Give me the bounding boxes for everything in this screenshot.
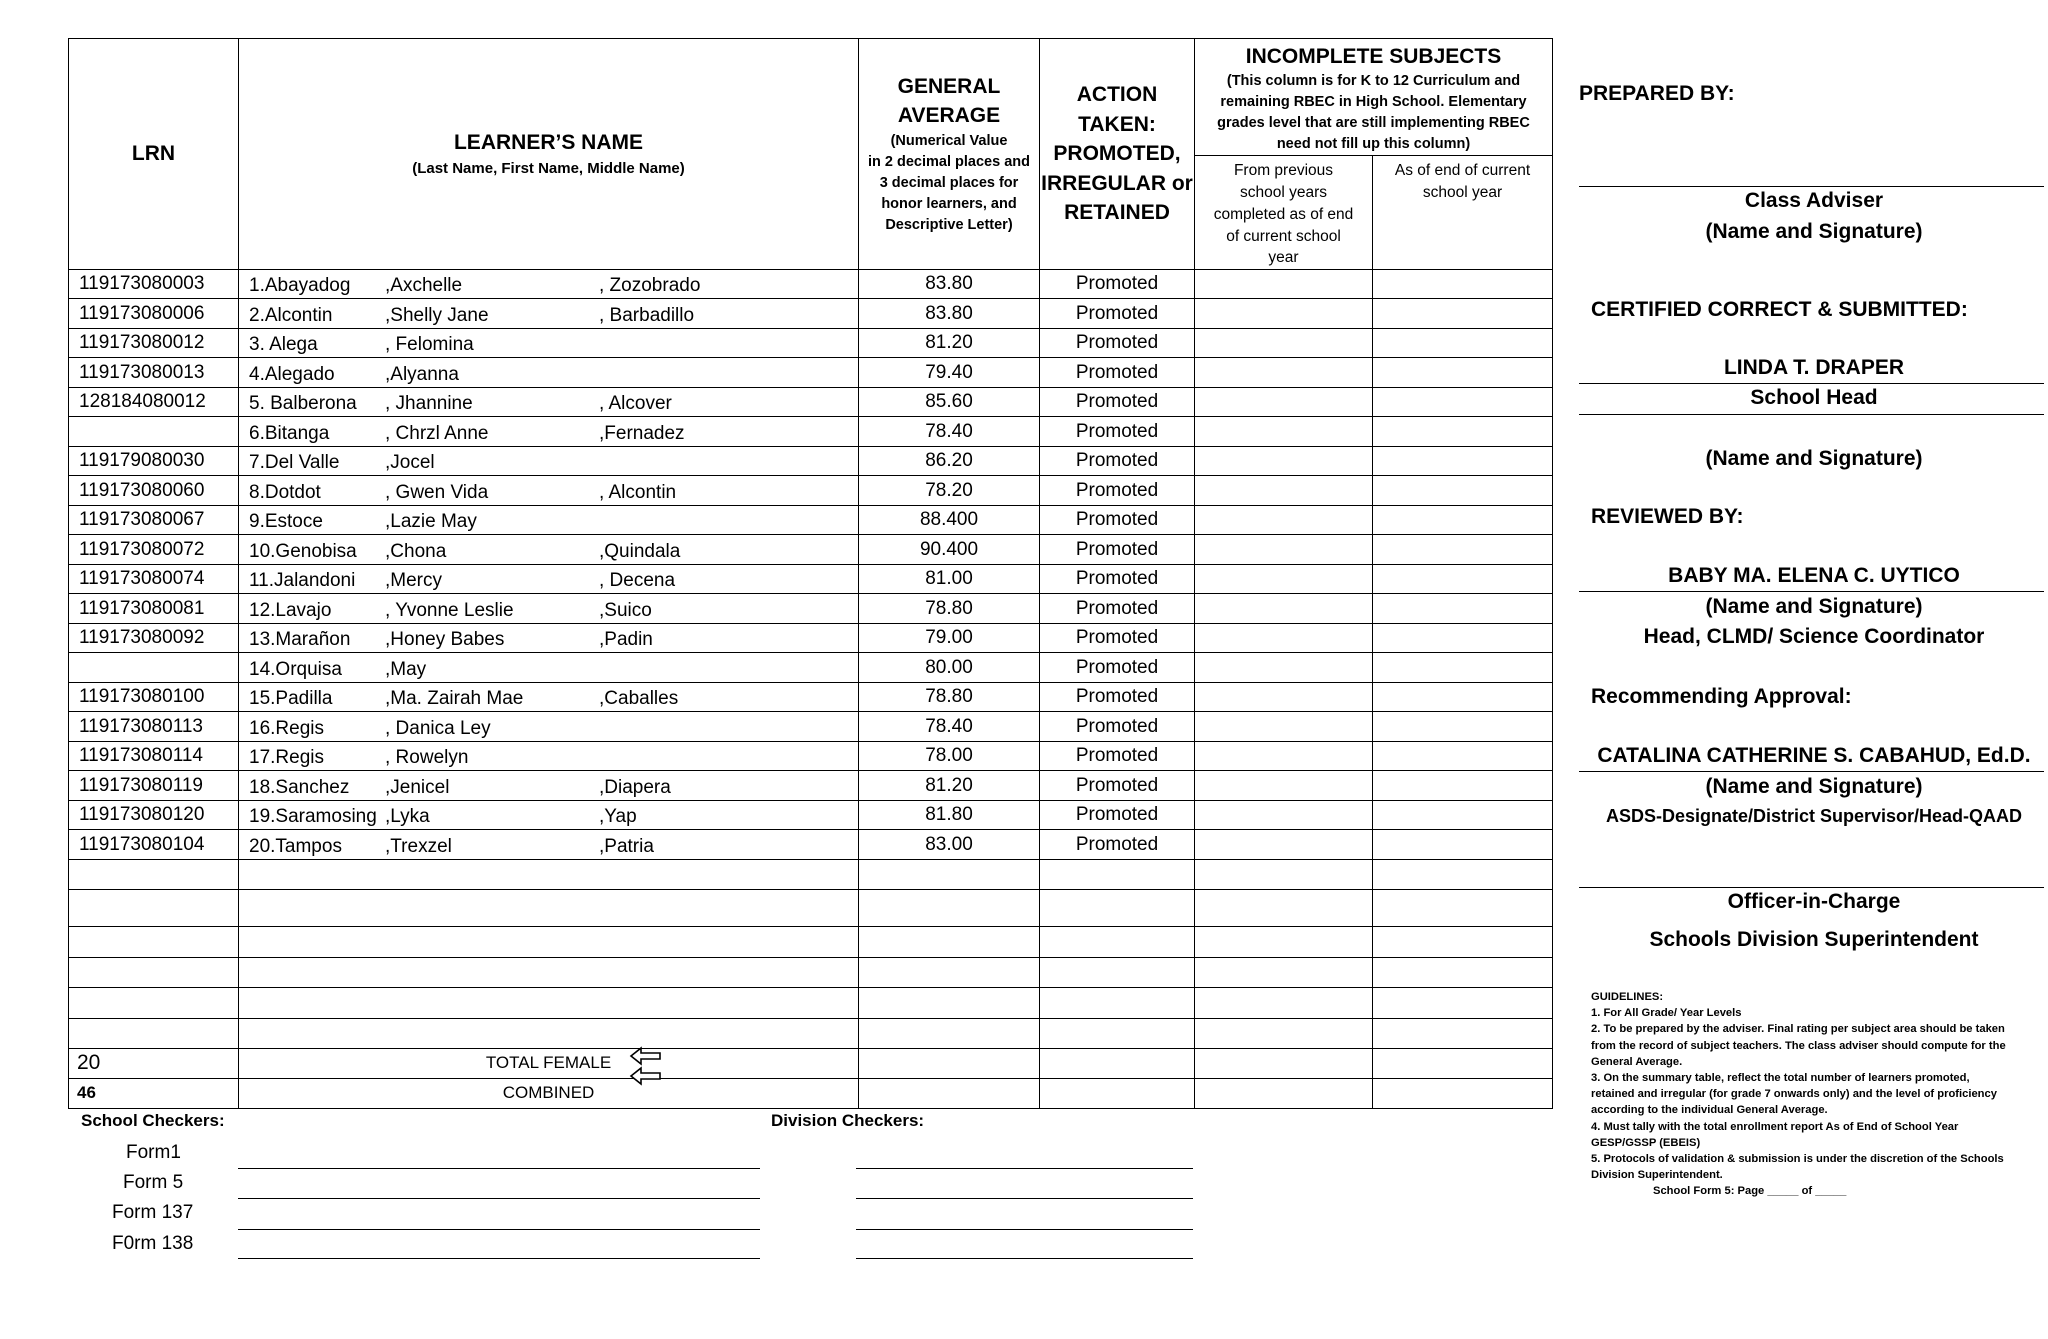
last-name: 13.Marañon	[249, 628, 351, 650]
incomplete-previous-cell	[1195, 417, 1373, 447]
combined-count: 46	[69, 1078, 239, 1108]
last-name: 9.Estoce	[249, 510, 323, 532]
prepared-by-label: PREPARED BY:	[1579, 82, 1735, 105]
last-name: 8.Dotdot	[249, 481, 321, 503]
first-name: ,Ma. Zairah Mae	[385, 687, 524, 709]
reviewer-name: BABY MA. ELENA C. UYTICO	[1668, 564, 1960, 587]
lrn-cell: 119173080113	[69, 712, 239, 742]
incomplete-previous-cell	[1195, 623, 1373, 653]
table-row	[69, 328, 1553, 358]
general-average-cell: 81.20	[859, 328, 1040, 358]
action-taken-cell: Promoted	[1040, 594, 1195, 624]
table-row	[69, 269, 1553, 299]
table-row	[69, 505, 1553, 535]
last-name: 10.Genobisa	[249, 540, 357, 562]
combined-label: COMBINED	[239, 1078, 859, 1108]
guideline-line: 4. Must tally with the total enrollment report As of End of School Year	[1591, 1120, 1959, 1133]
first-name: ,Honey Babes	[385, 628, 505, 650]
division-checker-line-3	[856, 1229, 1193, 1230]
blank-row	[69, 987, 1553, 1018]
incomplete-previous-cell	[1195, 299, 1373, 329]
last-name: 3. Alega	[249, 333, 318, 355]
middle-name: ,Yap	[599, 805, 637, 827]
first-name: ,May	[385, 658, 427, 680]
learner-name-cell	[239, 535, 859, 565]
first-name: ,Jocel	[385, 451, 435, 473]
learner-name-cell	[239, 771, 859, 801]
incomplete-previous-cell	[1195, 564, 1373, 594]
table-row	[69, 653, 1553, 683]
school-checker-line-3	[238, 1229, 760, 1230]
guideline-line: 1. For All Grade/ Year Levels	[1591, 1007, 1742, 1020]
first-name: , Gwen Vida	[385, 481, 489, 503]
incomplete-current-cell	[1373, 328, 1553, 358]
table-row	[69, 800, 1553, 830]
learner-name-cell	[239, 476, 859, 506]
sds-title: Schools Division Superintendent	[1649, 928, 1979, 951]
action-taken-cell: Promoted	[1040, 476, 1195, 506]
oic-title: Officer-in-Charge	[1727, 890, 1901, 913]
middle-name: , Alcover	[599, 392, 672, 414]
action-taken-cell: Promoted	[1040, 299, 1195, 329]
incomplete-current-cell	[1373, 712, 1553, 742]
incomplete-current-cell	[1373, 830, 1553, 860]
incomplete-previous-cell	[1195, 800, 1373, 830]
first-name: , Jhannine	[385, 392, 473, 414]
lrn-cell: 119179080030	[69, 446, 239, 476]
general-average-cell: 78.80	[859, 594, 1040, 624]
action-taken-cell: Promoted	[1040, 771, 1195, 801]
table-row	[69, 682, 1553, 712]
combined-row	[69, 1078, 1553, 1108]
action-taken-cell: Promoted	[1040, 800, 1195, 830]
incomplete-current-cell	[1373, 653, 1553, 683]
first-name: ,Trexzel	[385, 835, 452, 857]
table-row	[69, 446, 1553, 476]
learner-name-cell	[239, 446, 859, 476]
general-average-cell: 81.00	[859, 564, 1040, 594]
recommender-name: CATALINA CATHERINE S. CABAHUD, Ed.D.	[1597, 744, 2031, 767]
incomplete-subjects-header: INCOMPLETE SUBJECTS (This column is for K to 12 Curriculum and remaining RBEC in High School. Elementary grades level that are still implementing RBEC need not fill up this column)	[1195, 39, 1553, 156]
general-average-cell: 78.00	[859, 741, 1040, 771]
general-average-cell: 88.400	[859, 505, 1040, 535]
incomplete-previous-cell	[1195, 712, 1373, 742]
guideline-line: GESP/GSSP (EBEIS)	[1591, 1136, 1701, 1149]
guideline-line: 3. On the summary table, reflect the total number of learners promoted,	[1591, 1072, 1970, 1085]
middle-name: ,Quindala	[599, 540, 681, 562]
middle-name: ,Diapera	[599, 776, 671, 798]
general-average-cell: 78.20	[859, 476, 1040, 506]
recommender-name-signature: (Name and Signature)	[1705, 775, 1923, 798]
incomplete-current-cell	[1373, 505, 1553, 535]
table-row	[69, 830, 1553, 860]
total-female-row	[69, 1048, 1553, 1078]
last-name: 12.Lavajo	[249, 599, 332, 621]
lrn-cell: 119173080100	[69, 682, 239, 712]
incomplete-previous-cell	[1195, 535, 1373, 565]
first-name: , Rowelyn	[385, 746, 469, 768]
learner-name-cell	[239, 564, 859, 594]
learner-name-cell	[239, 653, 859, 683]
guideline-line: from the record of subject teachers. The class adviser should compute for the	[1591, 1039, 2006, 1052]
learner-name-cell	[239, 712, 859, 742]
blank-row	[69, 957, 1553, 987]
incomplete-current-cell	[1373, 623, 1553, 653]
table-row	[69, 417, 1553, 447]
general-average-cell: 79.40	[859, 358, 1040, 388]
last-name: 15.Padilla	[249, 687, 333, 709]
guideline-line: according to the individual General Average.	[1591, 1104, 1828, 1117]
last-name: 11.Jalandoni	[249, 569, 356, 591]
first-name: , Chrzl Anne	[385, 422, 489, 444]
action-taken-cell: Promoted	[1040, 623, 1195, 653]
lrn-cell: 119173080067	[69, 505, 239, 535]
last-name: 1.Abayadog	[249, 274, 351, 296]
incomplete-current-cell	[1373, 417, 1553, 447]
lrn-cell: 119173080074	[69, 564, 239, 594]
school-checker-line-4	[238, 1258, 760, 1259]
form137-label: Form 137	[112, 1202, 194, 1223]
first-name: ,Lazie May	[385, 510, 477, 532]
learner-name-cell	[239, 269, 859, 299]
general-average-cell: 85.60	[859, 387, 1040, 417]
incomplete-previous-cell	[1195, 830, 1373, 860]
lrn-cell: 119173080081	[69, 594, 239, 624]
general-average-cell: 86.20	[859, 446, 1040, 476]
action-taken-cell: Promoted	[1040, 682, 1195, 712]
guideline-line: retained and irregular (for grade 7 onwards only) and the level of proficiency	[1591, 1088, 1997, 1101]
action-taken-cell: Promoted	[1040, 446, 1195, 476]
table-row	[69, 623, 1553, 653]
learner-name-cell	[239, 328, 859, 358]
last-name: 14.Orquisa	[249, 658, 342, 680]
school-checker-line-1	[238, 1168, 760, 1169]
incomplete-current-cell	[1373, 387, 1553, 417]
middle-name: , Zozobrado	[599, 274, 701, 296]
table-row	[69, 594, 1553, 624]
last-name: 18.Sanchez	[249, 776, 350, 798]
incomplete-previous-cell	[1195, 741, 1373, 771]
general-average-header: GENERAL AVERAGE (Numerical Value in 2 decimal places and 3 decimal places for honor learners, and Descriptive Letter)	[859, 39, 1040, 270]
last-name: 7.Del Valle	[249, 451, 340, 473]
incomplete-previous-cell	[1195, 594, 1373, 624]
action-taken-cell: Promoted	[1040, 653, 1195, 683]
action-taken-cell: Promoted	[1040, 564, 1195, 594]
lrn-cell: 119173080012	[69, 328, 239, 358]
lrn-cell: 128184080012	[69, 387, 239, 417]
first-name: ,Shelly Jane	[385, 304, 489, 326]
action-taken-cell: Promoted	[1040, 328, 1195, 358]
school-checkers-label: School Checkers:	[81, 1111, 225, 1130]
general-average-cell: 78.40	[859, 417, 1040, 447]
last-name: 5. Balberona	[249, 392, 357, 414]
general-average-cell: 83.00	[859, 830, 1040, 860]
lrn-cell: 119173080104	[69, 830, 239, 860]
division-checker-line-2	[856, 1198, 1193, 1199]
division-checker-line-1	[856, 1168, 1193, 1169]
last-name: 17.Regis	[249, 746, 324, 768]
incomplete-current-cell	[1373, 771, 1553, 801]
learner-name-cell	[239, 623, 859, 653]
learner-name-cell	[239, 417, 859, 447]
first-name: , Felomina	[385, 333, 474, 355]
lrn-cell: 119173080003	[69, 269, 239, 299]
general-average-cell: 83.80	[859, 269, 1040, 299]
total-female-count: 20	[69, 1048, 239, 1078]
reviewer-name-signature: (Name and Signature)	[1705, 595, 1923, 618]
form138-label: F0rm 138	[112, 1233, 194, 1254]
general-average-cell: 78.40	[859, 712, 1040, 742]
middle-name: , Alcontin	[599, 481, 677, 503]
incomplete-previous-cell	[1195, 476, 1373, 506]
incomplete-current-cell	[1373, 564, 1553, 594]
page-line: School Form 5: Page _____ of _____	[1653, 1185, 1847, 1198]
reviewer-line	[1579, 591, 2044, 592]
school-head-name-signature: (Name and Signature)	[1705, 447, 1923, 470]
incomplete-current-cell	[1373, 358, 1553, 388]
recommender-line	[1579, 771, 2044, 772]
incomplete-current-cell	[1373, 269, 1553, 299]
action-taken-cell: Promoted	[1040, 505, 1195, 535]
middle-name: ,Patria	[599, 835, 654, 857]
class-adviser-title: Class Adviser	[1744, 189, 1884, 212]
certified-label: CERTIFIED CORRECT & SUBMITTED:	[1591, 298, 1968, 321]
guideline-line: General Average.	[1591, 1055, 1683, 1068]
first-name: ,Jenicel	[385, 776, 450, 798]
blank-row	[69, 859, 1553, 889]
blank-row	[69, 1018, 1553, 1048]
last-name: 19.Saramosing	[249, 805, 377, 827]
blank-row	[69, 926, 1553, 957]
learner-rows	[69, 269, 1553, 1048]
last-name: 2.Alcontin	[249, 304, 333, 326]
learner-name-header: LEARNER’S NAME (Last Name, First Name, Middle Name)	[239, 39, 859, 270]
division-checker-line-4	[856, 1258, 1193, 1259]
middle-name: ,Suico	[599, 599, 652, 621]
incomplete-previous-cell	[1195, 446, 1373, 476]
incomplete-previous-cell	[1195, 328, 1373, 358]
lrn-header: LRN	[69, 39, 239, 270]
current-year-header: As of end of current school year	[1373, 156, 1553, 269]
table-row	[69, 741, 1553, 771]
action-taken-cell: Promoted	[1040, 741, 1195, 771]
form5-label: Form 5	[123, 1172, 184, 1193]
general-average-cell: 78.80	[859, 682, 1040, 712]
school-head-name: LINDA T. DRAPER	[1723, 356, 1905, 379]
guideline-line: Division Superintendent.	[1591, 1169, 1723, 1182]
school-checker-line-2	[238, 1198, 760, 1199]
action-taken-cell: Promoted	[1040, 712, 1195, 742]
lrn-cell: 119173080114	[69, 741, 239, 771]
previous-years-header: From previous school years completed as of end of current school year	[1195, 156, 1373, 269]
guidelines-title: GUIDELINES:	[1591, 991, 1664, 1003]
table-row	[69, 771, 1553, 801]
table-row	[69, 299, 1553, 329]
first-name: ,Chona	[385, 540, 447, 562]
table-row	[69, 535, 1553, 565]
school-head-title: School Head	[1750, 386, 1878, 409]
learner-name-cell	[239, 299, 859, 329]
incomplete-previous-cell	[1195, 505, 1373, 535]
middle-name: , Decena	[599, 569, 676, 591]
learner-name-cell	[239, 505, 859, 535]
action-taken-cell: Promoted	[1040, 358, 1195, 388]
learner-name-cell	[239, 830, 859, 860]
learner-name-cell	[239, 358, 859, 388]
last-name: 6.Bitanga	[249, 422, 330, 444]
incomplete-current-cell	[1373, 476, 1553, 506]
incomplete-current-cell	[1373, 800, 1553, 830]
incomplete-previous-cell	[1195, 387, 1373, 417]
recommender-title: ASDS-Designate/District Supervisor/Head-QAAD	[1605, 806, 2023, 826]
general-average-cell: 90.400	[859, 535, 1040, 565]
learner-name-cell	[239, 800, 859, 830]
first-name: , Yvonne Leslie	[385, 599, 514, 621]
general-average-cell: 79.00	[859, 623, 1040, 653]
lrn-cell	[69, 653, 239, 683]
guidelines	[1591, 989, 2031, 1200]
table-row	[69, 387, 1553, 417]
adviser-name-signature: (Name and Signature)	[1705, 220, 1923, 243]
incomplete-current-cell	[1373, 535, 1553, 565]
last-name: 20.Tampos	[249, 835, 342, 857]
lrn-cell: 119173080013	[69, 358, 239, 388]
first-name: ,Mercy	[385, 569, 442, 591]
general-average-cell: 81.20	[859, 771, 1040, 801]
last-name: 16.Regis	[249, 717, 324, 739]
reviewer-title: Head, CLMD/ Science Coordinator	[1643, 625, 1985, 648]
table-row	[69, 476, 1553, 506]
incomplete-previous-cell	[1195, 771, 1373, 801]
oic-line	[1579, 887, 2044, 888]
middle-name: ,Caballes	[599, 687, 679, 709]
table-row	[69, 358, 1553, 388]
last-name: 4.Alegado	[249, 363, 335, 385]
school-head-line-1	[1579, 383, 2044, 384]
action-taken-cell: Promoted	[1040, 830, 1195, 860]
adviser-signature-line	[1579, 186, 2044, 187]
incomplete-current-cell	[1373, 299, 1553, 329]
guideline-line: 2. To be prepared by the adviser. Final rating per subject area should be taken	[1591, 1023, 2005, 1036]
incomplete-previous-cell	[1195, 358, 1373, 388]
incomplete-previous-cell	[1195, 653, 1373, 683]
learner-name-cell	[239, 387, 859, 417]
incomplete-current-cell	[1373, 741, 1553, 771]
general-average-cell: 80.00	[859, 653, 1040, 683]
incomplete-previous-cell	[1195, 682, 1373, 712]
incomplete-current-cell	[1373, 682, 1553, 712]
middle-name: ,Fernadez	[599, 422, 685, 444]
first-name: ,Axchelle	[385, 274, 463, 296]
incomplete-current-cell	[1373, 594, 1553, 624]
table-row	[69, 564, 1553, 594]
recommending-label: Recommending Approval:	[1591, 685, 1852, 708]
learner-name-cell	[239, 741, 859, 771]
form1-label: Form1	[126, 1142, 181, 1163]
first-name: , Danica Ley	[385, 717, 491, 739]
lrn-cell: 119173080060	[69, 476, 239, 506]
action-taken-cell: Promoted	[1040, 269, 1195, 299]
lrn-cell	[69, 417, 239, 447]
guideline-line: 5. Protocols of validation & submission is under the discretion of the Schools	[1591, 1153, 2004, 1166]
action-taken-cell: Promoted	[1040, 535, 1195, 565]
action-taken-header: ACTION TAKEN: PROMOTED, IRREGULAR or RETAINED	[1040, 39, 1195, 270]
general-average-cell: 83.80	[859, 299, 1040, 329]
general-average-cell: 81.80	[859, 800, 1040, 830]
middle-name: , Barbadillo	[599, 304, 695, 326]
total-female-label: TOTAL FEMALE	[239, 1048, 859, 1078]
action-taken-cell: Promoted	[1040, 387, 1195, 417]
incomplete-current-cell	[1373, 446, 1553, 476]
lrn-cell: 119173080120	[69, 800, 239, 830]
middle-name: ,Padin	[599, 628, 653, 650]
lrn-cell: 119173080092	[69, 623, 239, 653]
action-taken-cell: Promoted	[1040, 417, 1195, 447]
school-head-line-2	[1579, 414, 2044, 415]
lrn-cell: 119173080006	[69, 299, 239, 329]
first-name: ,Alyanna	[385, 363, 459, 385]
first-name: ,Lyka	[385, 805, 430, 827]
incomplete-previous-cell	[1195, 269, 1373, 299]
lrn-cell: 119173080119	[69, 771, 239, 801]
division-checkers-label: Division Checkers:	[771, 1111, 925, 1130]
reviewed-by-label: REVIEWED BY:	[1591, 505, 1744, 528]
lrn-cell: 119173080072	[69, 535, 239, 565]
blank-row	[69, 889, 1553, 926]
learner-summary-table	[68, 38, 1553, 1109]
learner-name-cell	[239, 682, 859, 712]
table-row	[69, 712, 1553, 742]
learner-name-cell	[239, 594, 859, 624]
